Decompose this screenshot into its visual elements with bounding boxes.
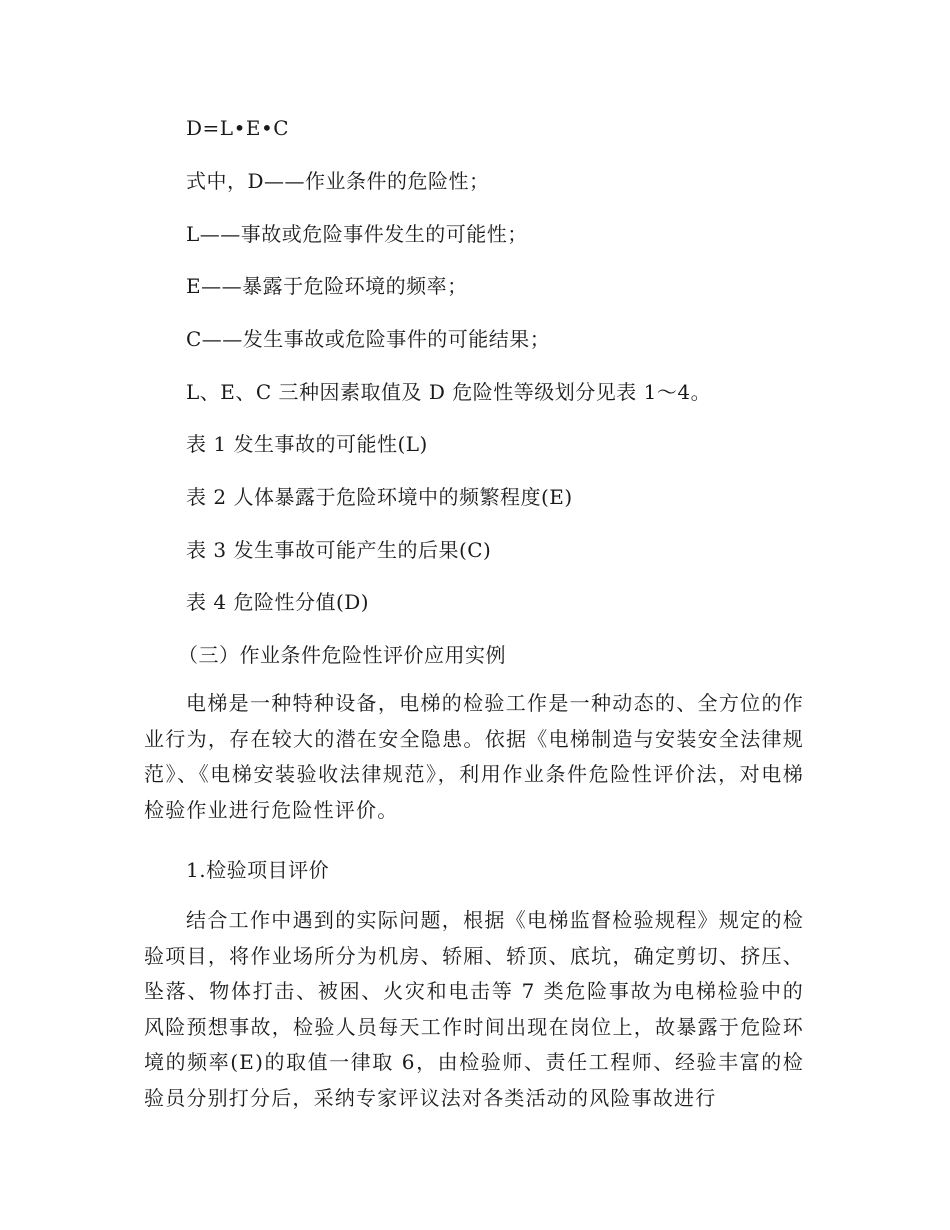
definition-l: L——事故或危险事件发生的可能性； bbox=[186, 222, 528, 246]
table-caption-1: 表 1 发生事故的可能性(L) bbox=[186, 432, 428, 456]
table-caption-3: 表 3 发生事故可能产生的后果(C) bbox=[186, 538, 492, 562]
formula-line: D=L•E•C bbox=[186, 116, 290, 140]
table-caption-4: 表 4 危险性分值(D) bbox=[186, 590, 370, 614]
definition-c: C——发生事故或危险事件的可能结果； bbox=[186, 327, 551, 351]
factor-note: L、E、C 三种因素取值及 D 危险性等级划分见表 1～4。 bbox=[186, 380, 712, 404]
subsection-heading: 1.检验项目评价 bbox=[186, 858, 330, 882]
section-heading: （三）作业条件危险性评价应用实例 bbox=[178, 643, 506, 667]
intro-paragraph: 电梯是一种特种设备，电梯的检验工作是一种动态的、全方位的作业行为，存在较大的潜在安全隐患。依据《电梯制造与安装安全法律规范》、《电梯安装验收法律规范》，利用作业条件危险性评价法，对电梯检验作业进行危险性评价。 bbox=[144, 691, 804, 822]
table-caption-2: 表 2 人体暴露于危险环境中的频繁程度(E) bbox=[186, 485, 573, 509]
definition-e: E——暴露于危险环境的频率； bbox=[186, 274, 468, 298]
definition-d: 式中，D——作业条件的危险性； bbox=[186, 169, 490, 193]
body-paragraph: 结合工作中遇到的实际问题，根据《电梯监督检验规程》规定的检验项目，将作业场所分为机房、轿厢、轿顶、底坑，确定剪切、挤压、坠落、物体打击、被困、火灾和电击等 7 类危险事故为电梯检验中的风险预想事故，检验人员每天工作时间出现在岗位上，故暴露于危险环境的频率(E)的取值一律取 6，由检验师、责任工程师、经验丰富的检验员分别打分后，采纳专家评议法对各类活动的风险事故进行 bbox=[144, 908, 804, 1110]
